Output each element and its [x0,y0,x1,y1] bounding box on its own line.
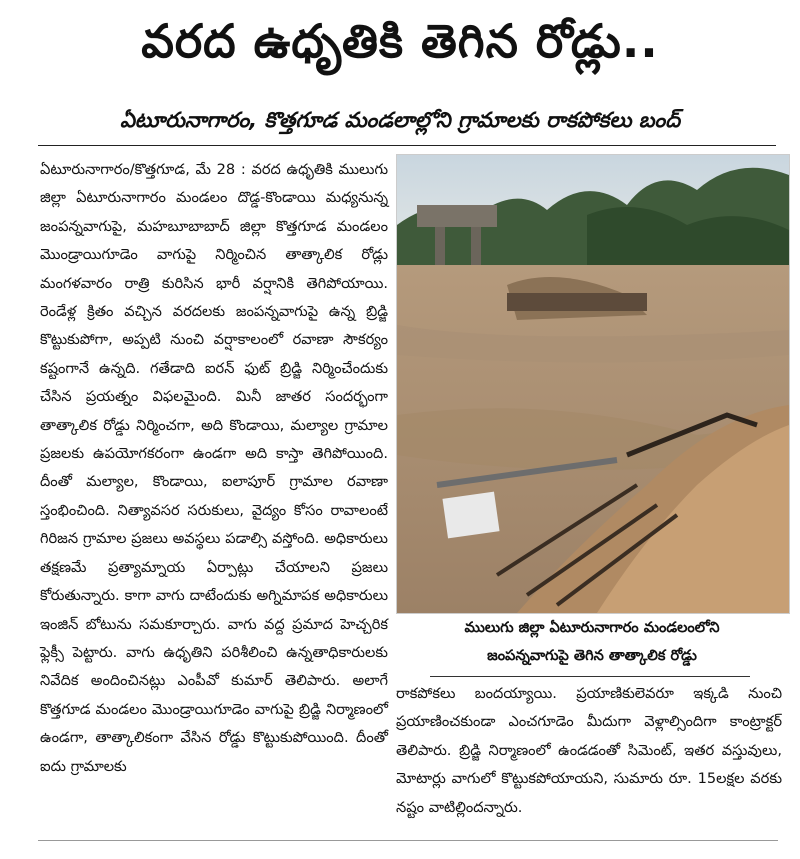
photo-caption-line2: జంపన్నవాగుపై తెగిన తాత్కాలిక రోడ్డు [487,648,697,664]
flood-road-photo-image [397,155,789,613]
caption-divider [430,676,750,677]
article-right-column [396,680,782,822]
photo-caption-line1: ములుగు జిల్లా ఏటూరునాగారం మండలంలోని [464,620,720,636]
article-body-left: ఏటూరునాగారం/కొత్తగూడ, మే 28 : వరద ఉధృతికి ములుగు జిల్లా ఏటూరునాగారం మండలం దొడ్డ-కొండాయి మధ్యనున్న జంపన్నవాగుపై, మహబూబాబాద్ జిల్లా కొత్తగూడ మండలం మొండ్రాయిగూడెం వాగుపై నిర్మించిన తాత్కాలిక రోడ్లు మంగళవారం రాత్రి కురిసిన భారీ వర్షానికి తెగిపోయాయి. రెండేళ్ల క్రితం వచ్చిన వరదలకు జంపన్నవాగుపై ఉన్న బ్రిడ్జి కొట్టుకుపోగా, అప్పటి నుంచి వర్షాకాలంలో రవాణా సౌకర్యం కష్టంగానే ఉన్నది. గతేడాది ఐరన్ ఫుట్ బ్రిడ్జి నిర్మించేందుకు చేసిన ప్రయత్నం విఫలమైంది. మినీ జాతర సందర్భంగా తాత్కాలిక రోడ్డు నిర్మించగా, అది కొండాయి, మల్యాల గ్రామాల ప్రజలకు ఉపయోగకరంగా ఉండగా అది కాస్తా తెగిపోయింది. దీంతో మల్యాల, కొండాయి, ఐలాపూర్ గ్రామాల రవాణా స్తంభించింది. నిత్యావసర సరుకులు, వైద్యం కోసం రావాలంటే గిరిజన గ్రామాల ప్రజలు అవస్థలు పడాల్సి వస్తోంది. అధికారులు తక్షణమే ప్రత్యామ్నాయ ఏర్పాట్లు చేయాలని ప్రజలు కోరుతున్నారు. కాగా వాగు దాటేందుకు అగ్నిమాపక అధికారులు ఇంజిన్ బోటును సమకూర్చారు. వాగు వద్ద ప్రమాద హెచ్చరిక ఫ్లెక్సీ పెట్టారు. వాగు ఉధృతిని పరిశీలించి ఉన్నతాధికారులకు నివేదిక అందించినట్లు ఎంపీవో కుమార్ తెలిపారు. అలాగే కొత్తగూడ మండలం మొండ్రాయిగూడెం వాగుపై బ్రిడ్జి నిర్మాణంలో ఉండగా, తాత్కాలికంగా వేసిన రోడ్డు కొట్టుకుపోయింది. దీంతో ఐదు గ్రామాలకు [40,161,388,775]
headline: వరద ఉధృతికి తెగిన రోడ్లు.. [141,14,659,68]
header-divider [38,145,776,146]
article-body-right: రాకపోకలు బందయ్యాయి. ప్రయాణికులెవరూ ఇక్కడి నుంచి ప్రయాణించకుండా ఎంచగూడెం మీదుగా వెళ్లాల్సిందిగా కాంట్రాక్టర్ తెలిపారు. బ్రిడ్జి నిర్మాణంలో ఉండడంతో సిమెంట్, ఇతర వస్తువులు, మోటార్లు వాగులో కొట్టుకపోయాయని, సుమారు రూ. 15లక్షల వరకు నష్టం వాటిల్లిందన్నారు. [396,685,782,816]
subheadline: ఏటూరునాగారం, కొత్తగూడ మండలాల్లోని గ్రామాలకు రాకపోకలు బంద్ [119,108,681,132]
photo-caption [396,614,788,670]
page-bottom-rule [38,840,778,841]
flood-road-photo [396,154,790,614]
article-left-column [40,156,388,781]
